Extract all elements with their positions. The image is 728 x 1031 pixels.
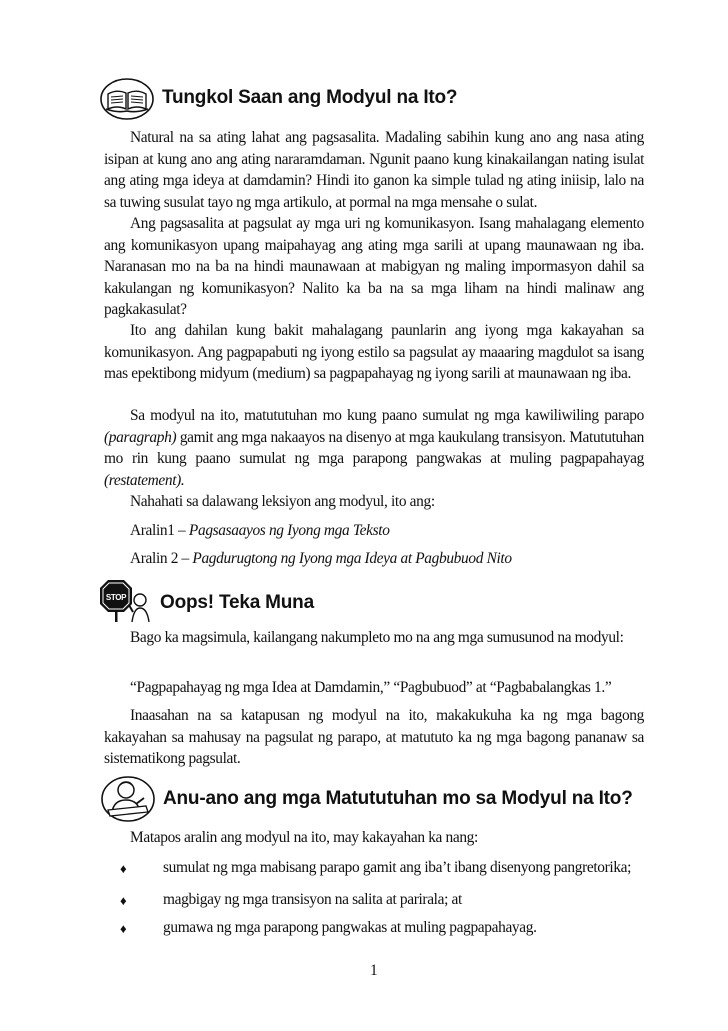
lesson-label: Aralin1 – — [130, 522, 186, 539]
paragraph: Matapos aralin ang modyul na ito, may kakayahan ka nang: — [130, 829, 478, 846]
term-italic: (restatement). — [104, 471, 185, 489]
section-heading-about: Tungkol Saan ang Modyul na Ito? — [162, 87, 458, 108]
text-run: Sa modyul na ito, matututuhan mo kung paano sumulat ng mga kawiliwiling parapo — [130, 407, 644, 424]
lesson-title: Pagdurugtong ng Iyong mga Ideya at Pagbubuod Nito — [192, 550, 512, 567]
diamond-bullet-icon: ♦ — [120, 861, 127, 876]
lesson-1 — [130, 520, 390, 542]
lesson-2 — [130, 548, 512, 570]
paragraph: Bago ka magsimula, kailangang nakumpleto mo na ang mga sumusunod na modyul: — [130, 629, 624, 646]
lesson-title: Pagsasaayos ng Iyong mga Teksto — [188, 522, 390, 539]
open-book-icon — [100, 78, 154, 120]
paragraph-module-intro — [104, 405, 644, 491]
list-item-text: sumulat ng mga mabisang parapo gamit ang iba’t ibang disenyong pangretorika; — [163, 859, 632, 876]
list-item-text: gumawa ng mga parapong pangwakas at muling pagpapahayag. — [163, 919, 537, 936]
section-heading-prereq: Oops! Teka Muna — [160, 592, 314, 613]
stop-sign-icon — [100, 578, 152, 624]
paragraph: Natural na sa ating lahat ang pagsasalita. Madaling sabihin kung ano ang nasa ating isipan at kung ano ang ating nararamdaman. Ngunit paano kung kinakailangan nating isulat ang ating mga ideya at damdamin? Hindi ito ganon ka simple tulad ng ating iniisip, lalo na sa tuwing susulat tayo ng mga artikulo, at pormal na mga mensahe o sulat. — [104, 129, 644, 211]
paragraph: Nahahati sa dalawang leksiyon ang modyul, ito ang: — [130, 493, 435, 510]
paragraph: Ito ang dahilan kung bakit mahalagang paunlarin ang iyong mga kakayahan sa komunikasyon. Ang pagpapabuti ng iyong estilo sa pagsulat ay maaaring magdulot sa isang mas epektibong midyum (medium) sa pagpapahayag ng iyong sarili at maunawaan ng iba. — [104, 322, 644, 383]
student-writing-icon — [100, 772, 156, 824]
diamond-bullet-icon: ♦ — [120, 921, 127, 936]
text-run: gamit ang mga nakaayos na disenyo at mga kaukulang transisyon. Matututuhan mo rin kung paano sumulat ng mga parapong pangwakas at muling pagpapahayag — [104, 428, 645, 468]
page-number: 1 — [370, 962, 378, 979]
diamond-bullet-icon: ♦ — [120, 893, 127, 908]
stop-sign-text: STOP — [105, 593, 127, 602]
section-heading-objectives: Anu-ano ang mga Matututuhan mo sa Modyul na Ito? — [163, 788, 633, 809]
paragraph: Ang pagsasalita at pagsulat ay mga uri ng komunikasyon. Isang mahalagang elemento ang komunikasyon upang maipahayag ang ating mga sarili at upang maunawaan ng iba. Naranasan mo na ba na hindi maunawaan at mabigyan ng maling impormasyon dahil sa kakulangan ng komunikasyon? Nalito ka ba na sa mga liham na hindi malinaw ang pagkakasulat? — [104, 215, 644, 319]
paragraph: “Pagpapahayag ng mga Idea at Damdamin,” “Pagbubuod” at “Pagbabalangkas 1.” — [130, 679, 612, 696]
list-item-text: magbigay ng mga transisyon na salita at parirala; at — [163, 891, 462, 908]
paragraph: Inaasahan na sa katapusan ng modyul na ito, makakukuha ka ng mga bagong kakayahan sa mahusay na pagsulat ng parapo, at matututo ka ng mga bagong pananaw sa sistematikong pagsulat. — [104, 707, 644, 768]
term-italic: (paragraph) — [104, 428, 177, 446]
lesson-label: Aralin 2 – — [130, 550, 189, 567]
